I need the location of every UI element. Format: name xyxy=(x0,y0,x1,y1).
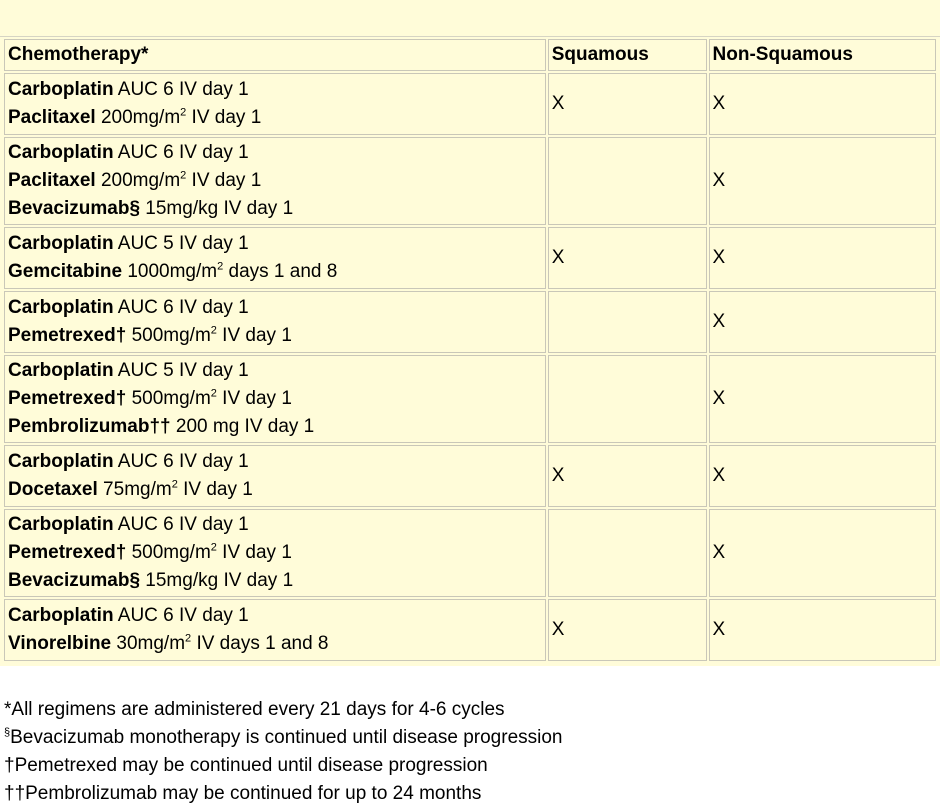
regimen-cell xyxy=(4,445,546,507)
schedule-text: days 1 and 8 xyxy=(223,261,338,282)
table-row xyxy=(4,445,936,507)
footnotes xyxy=(4,696,563,808)
regimen-line xyxy=(8,385,542,413)
footnote xyxy=(4,696,563,724)
schedule-text: IV day 1 xyxy=(216,542,292,563)
dose-text: AUC 5 IV day 1 xyxy=(113,360,249,381)
dose-text: AUC 6 IV day 1 xyxy=(113,451,249,472)
regimen-line xyxy=(8,602,542,630)
non-squamous-mark: X xyxy=(712,465,726,486)
non-squamous-mark: X xyxy=(712,619,726,640)
drug-name: Gemcitabine xyxy=(8,261,123,282)
header-chemotherapy: Chemotherapy* xyxy=(4,39,546,71)
regimen-line xyxy=(8,476,542,504)
drug-name: Bevacizumab§ xyxy=(8,198,141,219)
regimen-line xyxy=(8,413,542,441)
footnote-text: Bevacizumab monotherapy is continued until disease progression xyxy=(10,727,563,748)
dose-text: 500mg/m xyxy=(126,325,211,346)
table-row xyxy=(4,509,936,597)
regimen-cell xyxy=(4,355,546,443)
dose-superscript: 2 xyxy=(180,169,187,182)
drug-name: Carboplatin xyxy=(8,233,114,254)
regimen-line xyxy=(8,448,542,476)
header-squamous: Squamous xyxy=(548,39,707,71)
squamous-cell xyxy=(548,291,707,353)
drug-name: Carboplatin xyxy=(8,605,114,626)
dose-text: AUC 5 IV day 1 xyxy=(113,233,249,254)
non-squamous-mark: X xyxy=(712,388,726,409)
schedule-text: IV day 1 xyxy=(216,388,292,409)
drug-name: Paclitaxel xyxy=(8,170,96,191)
regimen-cell xyxy=(4,73,546,135)
dose-superscript: 2 xyxy=(180,106,187,119)
squamous-mark: X xyxy=(551,247,565,268)
dose-superscript: 2 xyxy=(217,260,224,273)
non-squamous-cell xyxy=(709,73,936,135)
regimen-line xyxy=(8,630,542,658)
regimen-cell xyxy=(4,137,546,225)
regimen-line xyxy=(8,258,542,286)
drug-name: Pemetrexed† xyxy=(8,542,127,563)
non-squamous-mark: X xyxy=(712,311,726,332)
drug-name: Pemetrexed† xyxy=(8,388,127,409)
non-squamous-mark: X xyxy=(712,542,726,563)
footnote xyxy=(4,780,563,808)
footnote-symbol: § xyxy=(4,726,11,739)
regimen-line xyxy=(8,167,542,195)
drug-name: Bevacizumab§ xyxy=(8,570,141,591)
regimen-line xyxy=(8,76,542,104)
regimen-line xyxy=(8,294,542,322)
squamous-mark: X xyxy=(551,93,565,114)
dose-text: AUC 6 IV day 1 xyxy=(113,142,249,163)
dose-text: 15mg/kg IV day 1 xyxy=(140,198,294,219)
squamous-cell xyxy=(548,599,707,661)
non-squamous-cell xyxy=(709,355,936,443)
footnote-text: ††Pembrolizumab may be continued for up to 24 months xyxy=(4,783,482,804)
non-squamous-mark: X xyxy=(712,247,726,268)
footnote-text: *All regimens are administered every 21 days for 4-6 cycles xyxy=(4,699,505,720)
dose-text: 30mg/m xyxy=(111,633,186,654)
footnote xyxy=(4,752,563,780)
table-row xyxy=(4,73,936,135)
footnote xyxy=(4,724,563,752)
regimen-line xyxy=(8,567,542,595)
dose-text: AUC 6 IV day 1 xyxy=(113,297,249,318)
non-squamous-cell xyxy=(709,509,936,597)
header-non-squamous: Non-Squamous xyxy=(709,39,936,71)
non-squamous-cell xyxy=(709,445,936,507)
regimen-line xyxy=(8,511,542,539)
non-squamous-mark: X xyxy=(712,93,726,114)
dose-superscript: 2 xyxy=(185,632,192,645)
dose-superscript: 2 xyxy=(171,478,178,491)
squamous-cell xyxy=(548,137,707,225)
regimen-cell xyxy=(4,291,546,353)
schedule-text: IV day 1 xyxy=(186,170,262,191)
schedule-text: IV day 1 xyxy=(216,325,292,346)
regimen-line xyxy=(8,139,542,167)
dose-text: 1000mg/m xyxy=(122,261,218,282)
regimen-cell xyxy=(4,509,546,597)
drug-name: Paclitaxel xyxy=(8,107,96,128)
dose-superscript: 2 xyxy=(210,387,217,400)
dose-text: AUC 6 IV day 1 xyxy=(113,514,249,535)
drug-name: Vinorelbine xyxy=(8,633,112,654)
squamous-cell xyxy=(548,73,707,135)
non-squamous-mark: X xyxy=(712,170,726,191)
drug-name: Docetaxel xyxy=(8,479,98,500)
squamous-mark: X xyxy=(551,619,565,640)
schedule-text: IV day 1 xyxy=(186,107,262,128)
drug-name: Carboplatin xyxy=(8,142,114,163)
regimen-line xyxy=(8,357,542,385)
squamous-cell xyxy=(548,445,707,507)
drug-name: Carboplatin xyxy=(8,79,114,100)
squamous-mark: X xyxy=(551,465,565,486)
dose-text: 15mg/kg IV day 1 xyxy=(140,570,294,591)
drug-name: Pemetrexed† xyxy=(8,325,127,346)
table-body xyxy=(4,73,936,661)
dose-text: AUC 6 IV day 1 xyxy=(113,79,249,100)
non-squamous-cell xyxy=(709,227,936,289)
table-row xyxy=(4,291,936,353)
non-squamous-cell xyxy=(709,137,936,225)
table-header-row xyxy=(4,39,936,71)
table-row xyxy=(4,137,936,225)
table-row xyxy=(4,599,936,661)
non-squamous-cell xyxy=(709,599,936,661)
dose-text: AUC 6 IV day 1 xyxy=(113,605,249,626)
table-row xyxy=(4,355,936,443)
regimen-line xyxy=(8,230,542,258)
non-squamous-cell xyxy=(709,291,936,353)
regimen-line xyxy=(8,322,542,350)
regimen-line xyxy=(8,104,542,132)
schedule-text: IV day 1 xyxy=(177,479,253,500)
dose-superscript: 2 xyxy=(210,324,217,337)
table-top-band xyxy=(0,0,940,37)
regimen-cell xyxy=(4,599,546,661)
regimen-line xyxy=(8,539,542,567)
dose-text: 500mg/m xyxy=(126,542,211,563)
drug-name: Carboplatin xyxy=(8,514,114,535)
regimen-cell xyxy=(4,227,546,289)
table-row xyxy=(4,227,936,289)
drug-name: Carboplatin xyxy=(8,451,114,472)
squamous-cell xyxy=(548,509,707,597)
drug-name: Carboplatin xyxy=(8,360,114,381)
dose-text: 200mg/m xyxy=(95,107,181,128)
dose-text: 200mg/m xyxy=(95,170,181,191)
chemotherapy-regimens-table xyxy=(2,37,938,663)
dose-text: 200 mg IV day 1 xyxy=(170,416,315,437)
squamous-cell xyxy=(548,355,707,443)
dose-text: 500mg/m xyxy=(126,388,211,409)
squamous-cell xyxy=(548,227,707,289)
drug-name: Carboplatin xyxy=(8,297,114,318)
dose-superscript: 2 xyxy=(210,541,217,554)
regimen-line xyxy=(8,195,542,223)
schedule-text: IV days 1 and 8 xyxy=(191,633,329,654)
drug-name: Pembrolizumab†† xyxy=(8,416,171,437)
dose-text: 75mg/m xyxy=(97,479,172,500)
footnote-text: †Pemetrexed may be continued until disease progression xyxy=(4,755,488,776)
